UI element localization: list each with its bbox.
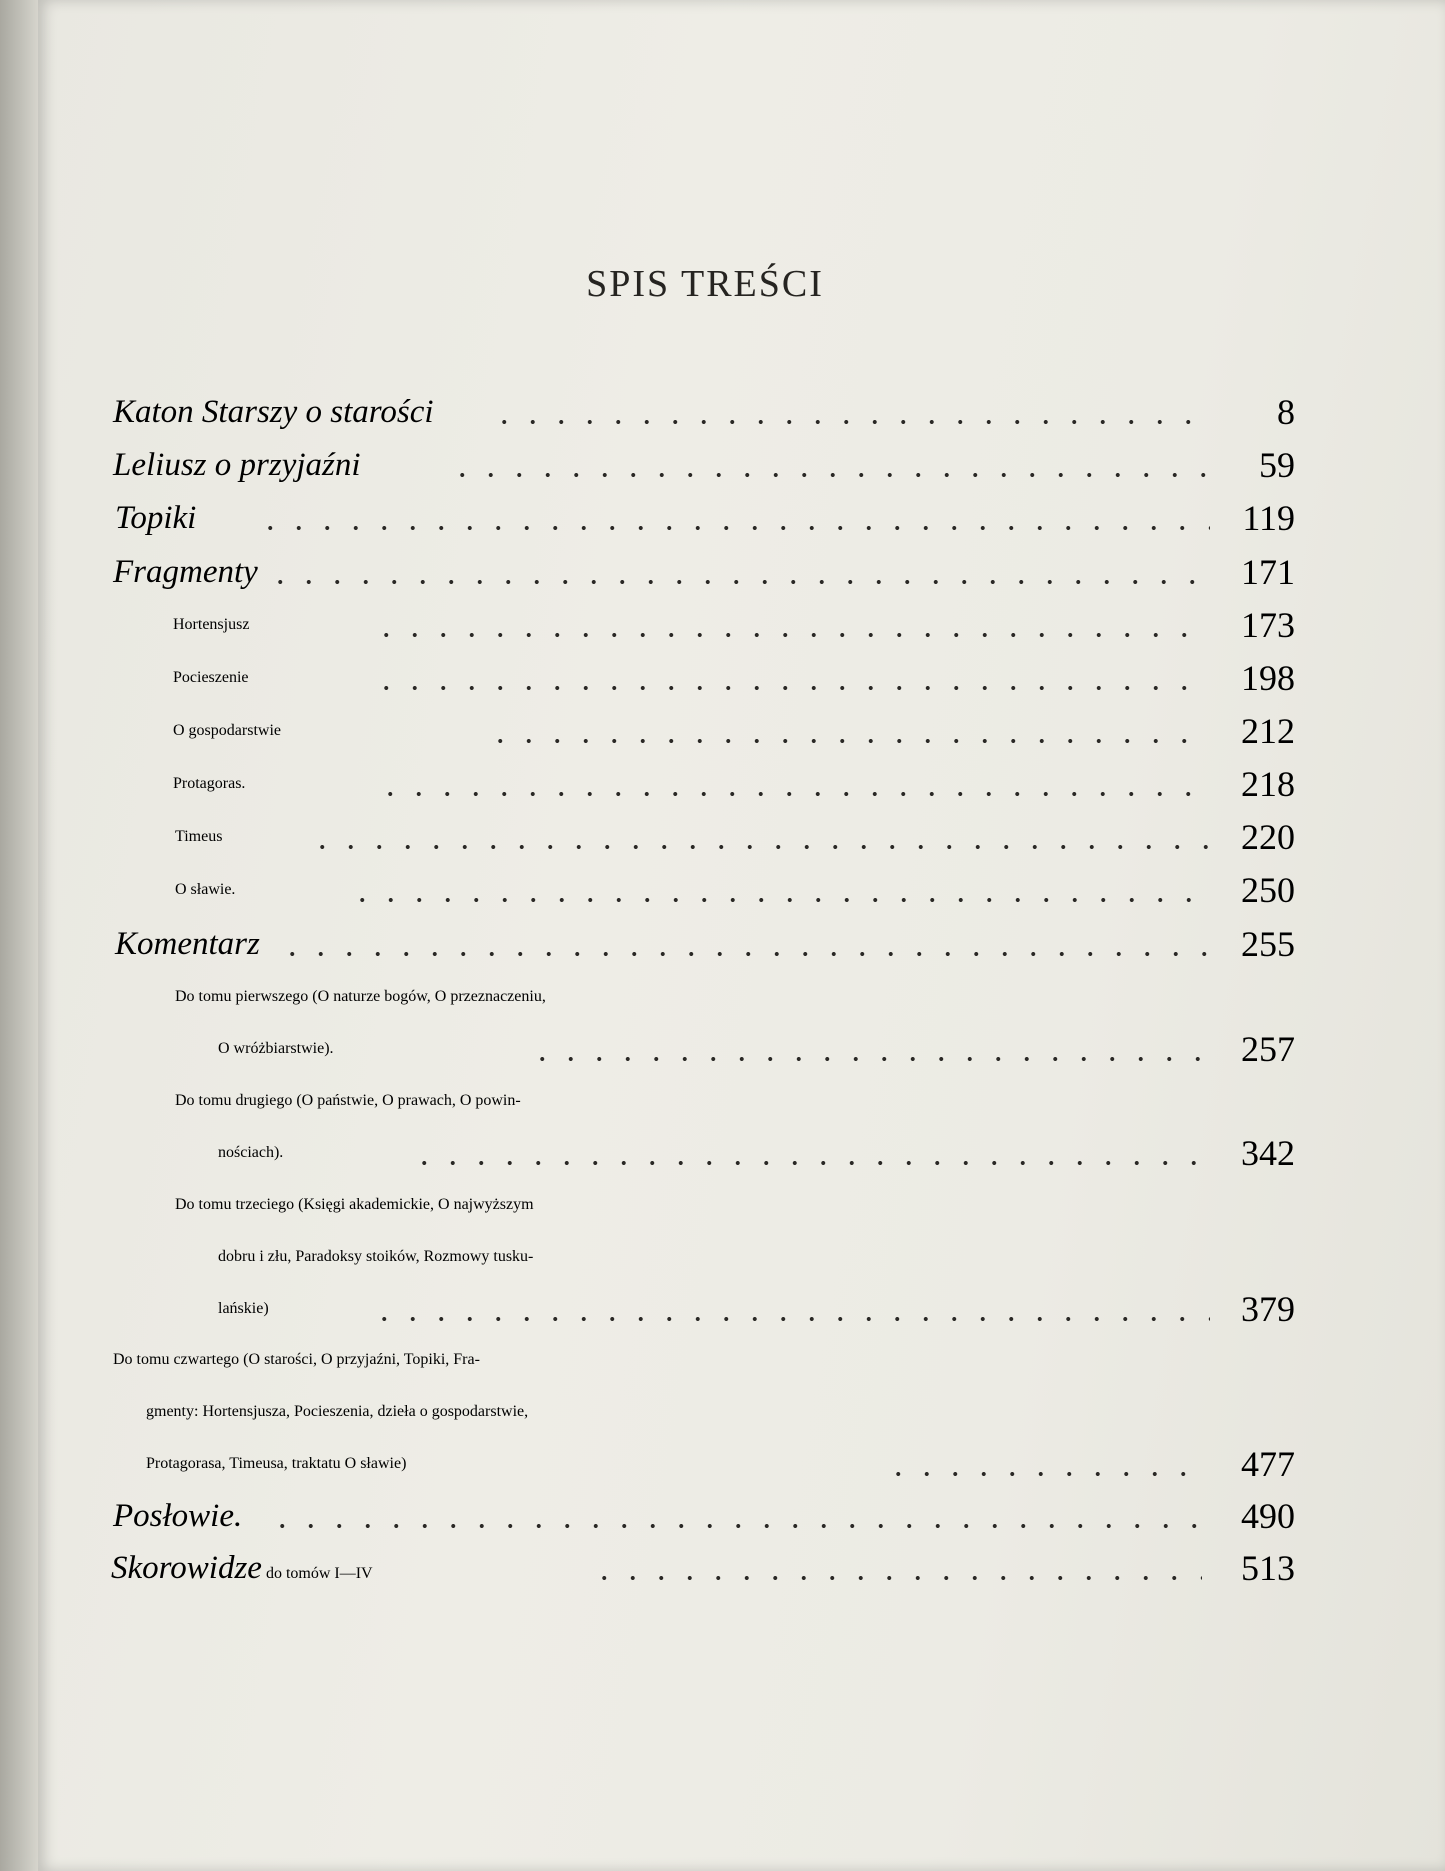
toc-entry-label: Timeus (175, 828, 223, 845)
toc-entry-label (111, 1546, 373, 1596)
toc-entry-page: 342 (1241, 1133, 1295, 1173)
leader-dots (448, 473, 1210, 477)
toc-entry-page: 257 (1241, 1029, 1295, 1069)
toc-entry-line: O wróżbiarstwie). (218, 1040, 334, 1057)
toc-entry-label: Posłowie. (113, 1498, 243, 1534)
leader-dots (376, 792, 1210, 796)
toc-entry-label: Topiki (115, 500, 197, 536)
toc-entry-label: Pocieszenie (173, 669, 249, 686)
toc-entry-label-italic: Skorowidze (111, 1550, 262, 1586)
toc-entry-label: Hortensjusz (173, 616, 250, 633)
toc-entry-line: Do tomu trzeciego (Księgi akademickie, O najwyższym (175, 1196, 534, 1213)
leader-dots (490, 420, 1210, 424)
toc-entry-page: 171 (1241, 552, 1295, 592)
toc-entry-page: 379 (1241, 1289, 1295, 1329)
toc-entry-line: Do tomu pierwszego (O naturze bogów, O przeznaczeniu, (175, 988, 546, 1005)
toc-entry-page: 490 (1241, 1496, 1295, 1536)
toc-entry-page: 173 (1241, 605, 1295, 645)
leader-dots (256, 526, 1210, 530)
leader-dots (486, 739, 1210, 743)
leader-dots (268, 1524, 1202, 1528)
leader-dots (410, 1161, 1210, 1165)
toc-entry-page: 59 (1259, 445, 1295, 485)
toc-entry-line: Do tomu drugiego (O państwie, O prawach, O powin- (175, 1092, 521, 1109)
toc-entry-page: 220 (1241, 817, 1295, 857)
toc-entry-line: lańskie) (218, 1300, 269, 1317)
leader-dots (348, 898, 1210, 902)
toc-entry-line: Protagorasa, Timeusa, traktatu O sławie) (146, 1455, 407, 1472)
leader-dots (266, 580, 1210, 584)
leader-dots (370, 1317, 1210, 1321)
toc-entry-label: Leliusz o przyjaźni (113, 447, 361, 483)
toc-entry-page: 513 (1241, 1548, 1295, 1588)
toc-entry-line: Do tomu czwartego (O starości, O przyjaźni, Topiki, Fra- (113, 1351, 480, 1368)
toc-entry-line: dobru i złu, Paradoksy stoików, Rozmowy tusku- (218, 1248, 534, 1265)
page-title: SPIS TREŚCI (586, 263, 824, 305)
leader-dots (528, 1057, 1210, 1061)
toc-entry-page: 255 (1241, 924, 1295, 964)
leader-dots (884, 1472, 1202, 1476)
book-gutter (0, 0, 38, 1871)
toc-entry-page: 198 (1241, 658, 1295, 698)
toc-entry-page: 119 (1242, 498, 1295, 538)
leader-dots (308, 845, 1210, 849)
book-page (38, 0, 1445, 1871)
toc-entry-page: 212 (1241, 711, 1295, 751)
toc-entry-label: O gospodarstwie (173, 722, 281, 739)
toc-entry-label: Fragmenty (113, 554, 258, 590)
toc-entry-line: gmenty: Hortensjusza, Pocieszenia, dzieła o gospodarstwie, (146, 1403, 529, 1420)
toc-entry-page: 250 (1241, 870, 1295, 910)
leader-dots (278, 952, 1210, 956)
toc-entry-label: O sławie. (175, 881, 236, 898)
toc-entry-label-rest: do tomów I—IV (261, 1565, 373, 1582)
toc-entry-page: 218 (1241, 764, 1295, 804)
toc-entry-line: nościach). (218, 1144, 284, 1161)
toc-entry-page: 8 (1277, 392, 1295, 432)
leader-dots (590, 1576, 1202, 1580)
toc-entry-label: Katon Starszy o starości (113, 394, 434, 430)
leader-dots (372, 686, 1210, 690)
toc-entry-page: 477 (1241, 1444, 1295, 1484)
toc-entry-label: Protagoras. (173, 775, 246, 792)
toc-entry-label: Komentarz (115, 926, 260, 962)
leader-dots (372, 633, 1210, 637)
